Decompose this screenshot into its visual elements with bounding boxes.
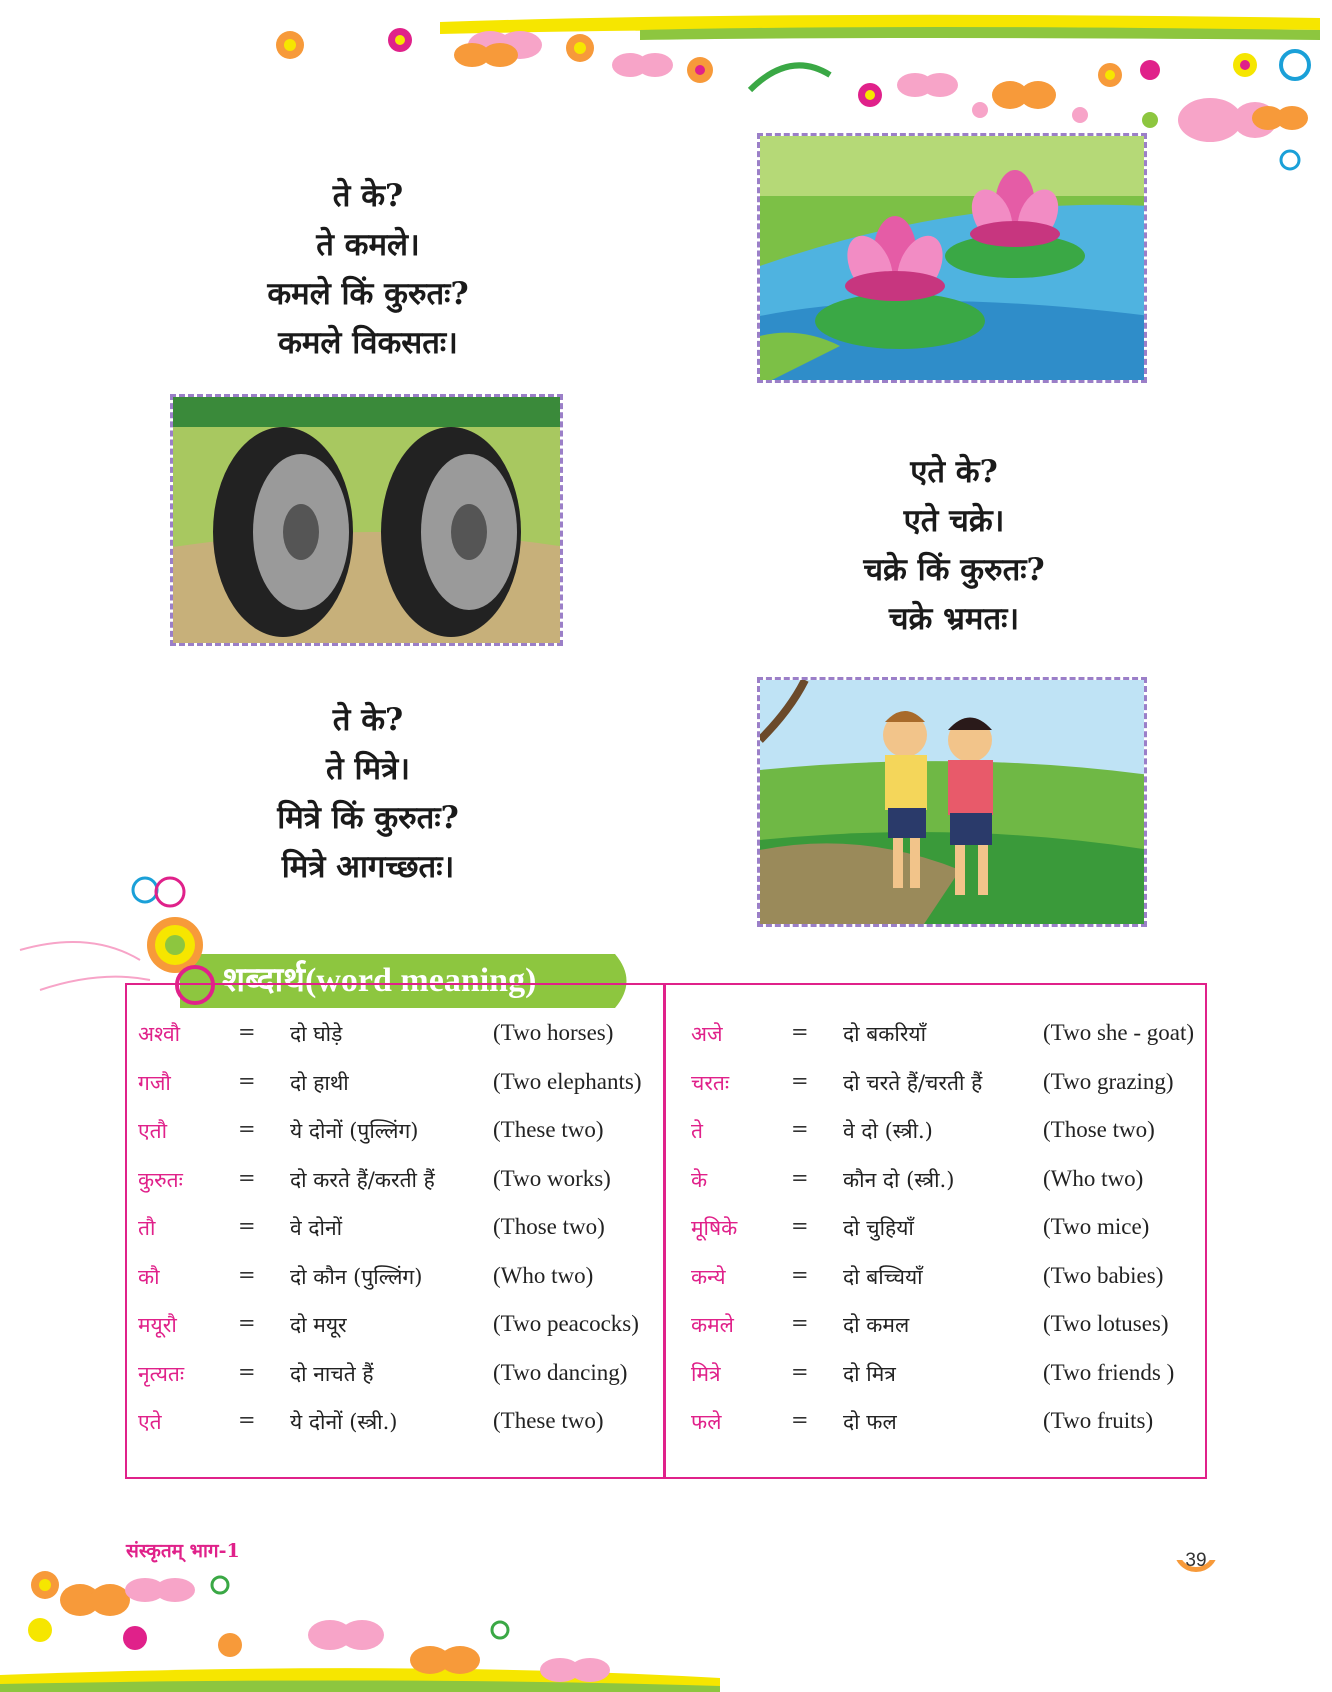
hindi-meaning: ये दोनों (पुल्लिंग): [290, 1119, 419, 1143]
vocab-word: ते: [691, 1119, 703, 1143]
butterfly-icon: [308, 1620, 384, 1650]
equals-sign: =: [791, 1165, 809, 1190]
hindi-meaning: दो मयूर: [290, 1313, 347, 1337]
flower-icon: [1098, 63, 1122, 87]
equals-sign: =: [238, 1359, 256, 1384]
flower-icon: [31, 1571, 59, 1599]
english-meaning: (Those two): [1043, 1117, 1155, 1142]
hindi-meaning: दो फल: [843, 1410, 897, 1434]
verse-line: ते के?: [332, 178, 404, 214]
equals-sign: =: [791, 1408, 809, 1432]
vocab-word: एतौ: [138, 1119, 168, 1143]
vocab-word: नृत्यतः: [138, 1361, 185, 1386]
english-meaning: (Two friends ): [1043, 1359, 1175, 1385]
hindi-meaning: दो मित्र: [843, 1361, 896, 1386]
equals-sign: =: [791, 1262, 809, 1287]
hindi-meaning: कौन दो (स्त्री.): [843, 1167, 955, 1192]
wheels-illustration: [170, 394, 563, 646]
section-title: शब्दार्थ(word meaning): [222, 962, 537, 999]
vocab-word: एते: [138, 1410, 162, 1434]
verse-line: एते के?: [910, 454, 998, 490]
english-meaning: (Two horses): [493, 1020, 614, 1045]
verse-line: कमले किं कुरुतः?: [267, 276, 469, 312]
vocab-word: मूषिके: [691, 1216, 738, 1240]
butterfly-icon: [612, 53, 673, 77]
verse-wheels: [764, 448, 1144, 644]
english-meaning: (Two elephants): [493, 1068, 642, 1094]
english-meaning: (Two fruits): [1043, 1408, 1154, 1433]
wheel-icon: [381, 427, 521, 637]
flower-icon: [1233, 53, 1257, 77]
hindi-meaning: दो कमल: [843, 1313, 910, 1337]
equals-sign: =: [238, 1214, 256, 1238]
hindi-meaning: ये दोनों (स्त्री.): [290, 1410, 398, 1434]
bottom-decorative-border: [0, 1560, 1332, 1692]
vocab-word: चरतः: [691, 1070, 730, 1095]
verse-line: एते चक्रे।: [903, 503, 1005, 539]
vocab-word: गजौ: [138, 1070, 171, 1095]
flower-icon: [28, 1618, 52, 1642]
vocab-word: कन्ये: [691, 1264, 726, 1289]
hindi-meaning: दो हाथी: [290, 1070, 349, 1095]
hindi-meaning: दो नाचते हैं: [290, 1361, 374, 1386]
equals-sign: =: [791, 1020, 809, 1044]
flower-icon: [218, 1633, 242, 1657]
english-meaning: (These two): [493, 1117, 604, 1142]
english-meaning: (Two mice): [1043, 1214, 1150, 1239]
flower-icon: [1140, 60, 1160, 80]
lotus-illustration: [757, 133, 1147, 383]
english-meaning: (Those two): [493, 1214, 605, 1239]
page-number: 39: [1185, 1550, 1207, 1571]
verse-line: चक्रे भ्रमतः।: [888, 601, 1020, 637]
vocab-word: फले: [691, 1410, 722, 1434]
equals-sign: =: [238, 1311, 256, 1335]
vocab-word: मित्रे: [691, 1361, 721, 1386]
equals-sign: =: [238, 1408, 256, 1432]
verse-line: ते मित्रे।: [326, 751, 410, 787]
vocab-word: कुरुतः: [138, 1167, 183, 1192]
english-meaning: (Who two): [1043, 1165, 1144, 1191]
equals-sign: =: [238, 1020, 256, 1044]
english-meaning: (Two grazing): [1043, 1068, 1174, 1094]
butterfly-icon: [897, 73, 958, 97]
butterfly-icon: [60, 1584, 130, 1616]
equals-sign: =: [791, 1214, 809, 1238]
flower-icon: [972, 102, 988, 118]
flower-icon: [123, 1626, 147, 1650]
flower-icon: [687, 57, 713, 83]
vocab-word: के: [691, 1167, 708, 1192]
flower-icon: [388, 28, 412, 52]
hindi-meaning: वे दो (स्त्री.): [843, 1119, 933, 1143]
english-meaning: (Two works): [493, 1165, 611, 1191]
vocab-word: अश्वौ: [138, 1022, 181, 1046]
wheel-icon: [213, 427, 353, 637]
english-meaning: (Two dancing): [493, 1359, 628, 1385]
butterfly-icon: [992, 81, 1056, 109]
english-meaning: (Two she - goat): [1043, 1020, 1195, 1045]
equals-sign: =: [791, 1068, 809, 1093]
english-meaning: (Two babies): [1043, 1262, 1164, 1288]
hindi-meaning: वे दोनों: [290, 1216, 343, 1240]
equals-sign: =: [791, 1117, 809, 1141]
hindi-meaning: दो बच्चियाँ: [843, 1264, 923, 1289]
vocab-word: कमले: [691, 1313, 734, 1337]
hindi-meaning: दो चरते हैं/चरती हैं: [843, 1070, 983, 1095]
english-meaning: (Who two): [493, 1262, 594, 1288]
vocab-word: अजे: [691, 1022, 723, 1046]
vocab-word: तौ: [138, 1216, 156, 1240]
hindi-meaning: दो चुहियाँ: [843, 1216, 914, 1240]
verse-line: चक्रे किं कुरुतः?: [863, 552, 1045, 588]
equals-sign: =: [238, 1117, 256, 1141]
butterfly-icon: [125, 1578, 195, 1602]
book-title: संस्कृतम् भाग-1: [126, 1540, 240, 1562]
english-meaning: (Two lotuses): [1043, 1311, 1169, 1336]
verse-line: ते कमले।: [316, 227, 420, 263]
flower-icon: [566, 34, 594, 62]
verse-line: मित्रे किं कुरुतः?: [277, 800, 459, 836]
english-meaning: (Two peacocks): [493, 1311, 639, 1336]
flower-icon: [1142, 112, 1158, 128]
flower-icon: [276, 31, 304, 59]
verse-line: मित्रे आगच्छतः।: [281, 849, 455, 885]
english-meaning: (These two): [493, 1408, 604, 1433]
equals-sign: =: [791, 1359, 809, 1384]
verse-line: कमले विकसतः।: [278, 325, 458, 361]
verse-line: ते के?: [332, 702, 404, 738]
table-divider: [663, 983, 666, 1479]
equals-sign: =: [238, 1262, 256, 1287]
verse-lotuses: [178, 172, 558, 368]
equals-sign: =: [791, 1311, 809, 1335]
lotus-leaf-icon: [815, 293, 985, 349]
verse-friends: [178, 696, 558, 892]
equals-sign: =: [238, 1068, 256, 1093]
vocab-word: मयूरौ: [138, 1313, 177, 1337]
hindi-meaning: दो कौन (पुल्लिंग): [290, 1264, 423, 1289]
hindi-meaning: दो करते हैं/करती हैं: [290, 1167, 435, 1192]
flower-icon: [858, 83, 882, 107]
vocab-word: कौ: [138, 1264, 160, 1289]
butterfly-icon: [1252, 106, 1308, 130]
hindi-meaning: दो घोड़े: [290, 1022, 343, 1046]
hindi-meaning: दो बकरियाँ: [843, 1022, 927, 1046]
friends-illustration: [757, 677, 1147, 927]
flower-icon: [1072, 107, 1088, 123]
equals-sign: =: [238, 1165, 256, 1190]
